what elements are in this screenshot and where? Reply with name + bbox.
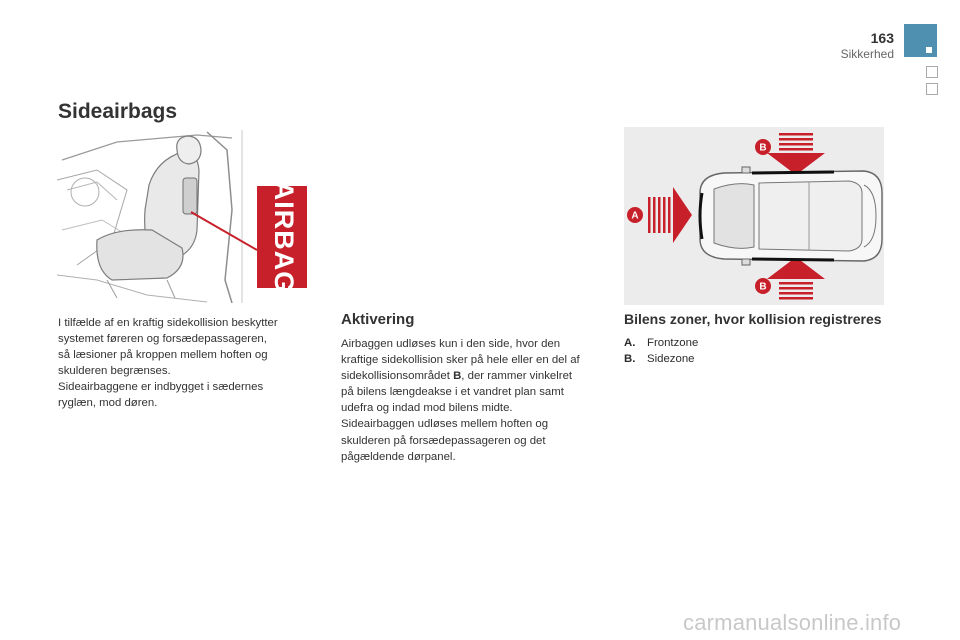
intro-line: så læsioner på kroppen mellem hoften og xyxy=(58,349,268,362)
footer-watermark: carmanualsonline.info xyxy=(683,610,902,635)
section-tab-marker xyxy=(926,47,932,53)
activation-line-text: , der rammer vinkelret xyxy=(461,370,573,383)
activation-line: Airbaggen udløses kun i den side, hvor den xyxy=(341,338,561,350)
airbag-label: AIRBAG xyxy=(268,180,299,294)
list-item-text: Frontzone xyxy=(647,337,699,349)
activation-line: pågældende dørpanel. xyxy=(341,450,456,463)
section-name: Sikkerhed xyxy=(840,47,894,61)
seat-airbag-illustration xyxy=(57,130,309,303)
activation-line: kraftige sidekollision sker på hele eller en del af xyxy=(341,354,580,367)
intro-line: ryglæn, mod døren. xyxy=(58,397,158,410)
activation-line: på bilens længdeakse i et vandret plan samt xyxy=(341,386,564,399)
intro-line: I tilfælde af en kraftig sidekollision beskytter xyxy=(58,317,278,329)
activation-line: Sideairbaggen udløses mellem hoften og xyxy=(341,418,549,431)
intro-line: systemet føreren og forsædepassageren, xyxy=(58,333,267,346)
activation-line xyxy=(341,368,611,384)
intro-line: Sideairbaggene er indbygget i sædernes xyxy=(58,381,264,394)
zone-b-marker-bottom: B xyxy=(759,281,767,293)
intro-line: skulderen begrænses. xyxy=(58,365,171,378)
section-tab-empty-2[interactable] xyxy=(926,83,938,95)
page-number: 163 xyxy=(870,30,894,46)
zone-a-marker: A xyxy=(631,210,639,222)
activation-text xyxy=(341,336,611,465)
page-title: Sideairbags xyxy=(58,100,178,123)
car-collision-zones-illustration xyxy=(624,127,884,305)
zone-b-reference: B xyxy=(453,370,462,383)
section-tab-empty-1[interactable] xyxy=(926,66,938,78)
zones-list xyxy=(624,335,698,367)
activation-line-text: sidekollisionsområdet xyxy=(341,370,454,383)
list-item-key: A. xyxy=(624,337,636,349)
activation-line: udefra og indad mod bilens midte. xyxy=(341,402,513,415)
list-item-text: Sidezone xyxy=(647,353,695,366)
zone-b-marker-top: B xyxy=(759,142,767,154)
intro-text xyxy=(58,315,318,412)
zones-heading: Bilens zoner, hvor kollision registreres xyxy=(624,311,882,327)
activation-line: skulderen på forsædepassageren og det xyxy=(341,434,546,447)
list-item xyxy=(624,351,698,367)
section-tab[interactable] xyxy=(904,24,937,57)
list-item xyxy=(624,335,698,351)
activation-heading: Aktivering xyxy=(341,311,415,328)
list-item-key: B. xyxy=(624,353,636,366)
